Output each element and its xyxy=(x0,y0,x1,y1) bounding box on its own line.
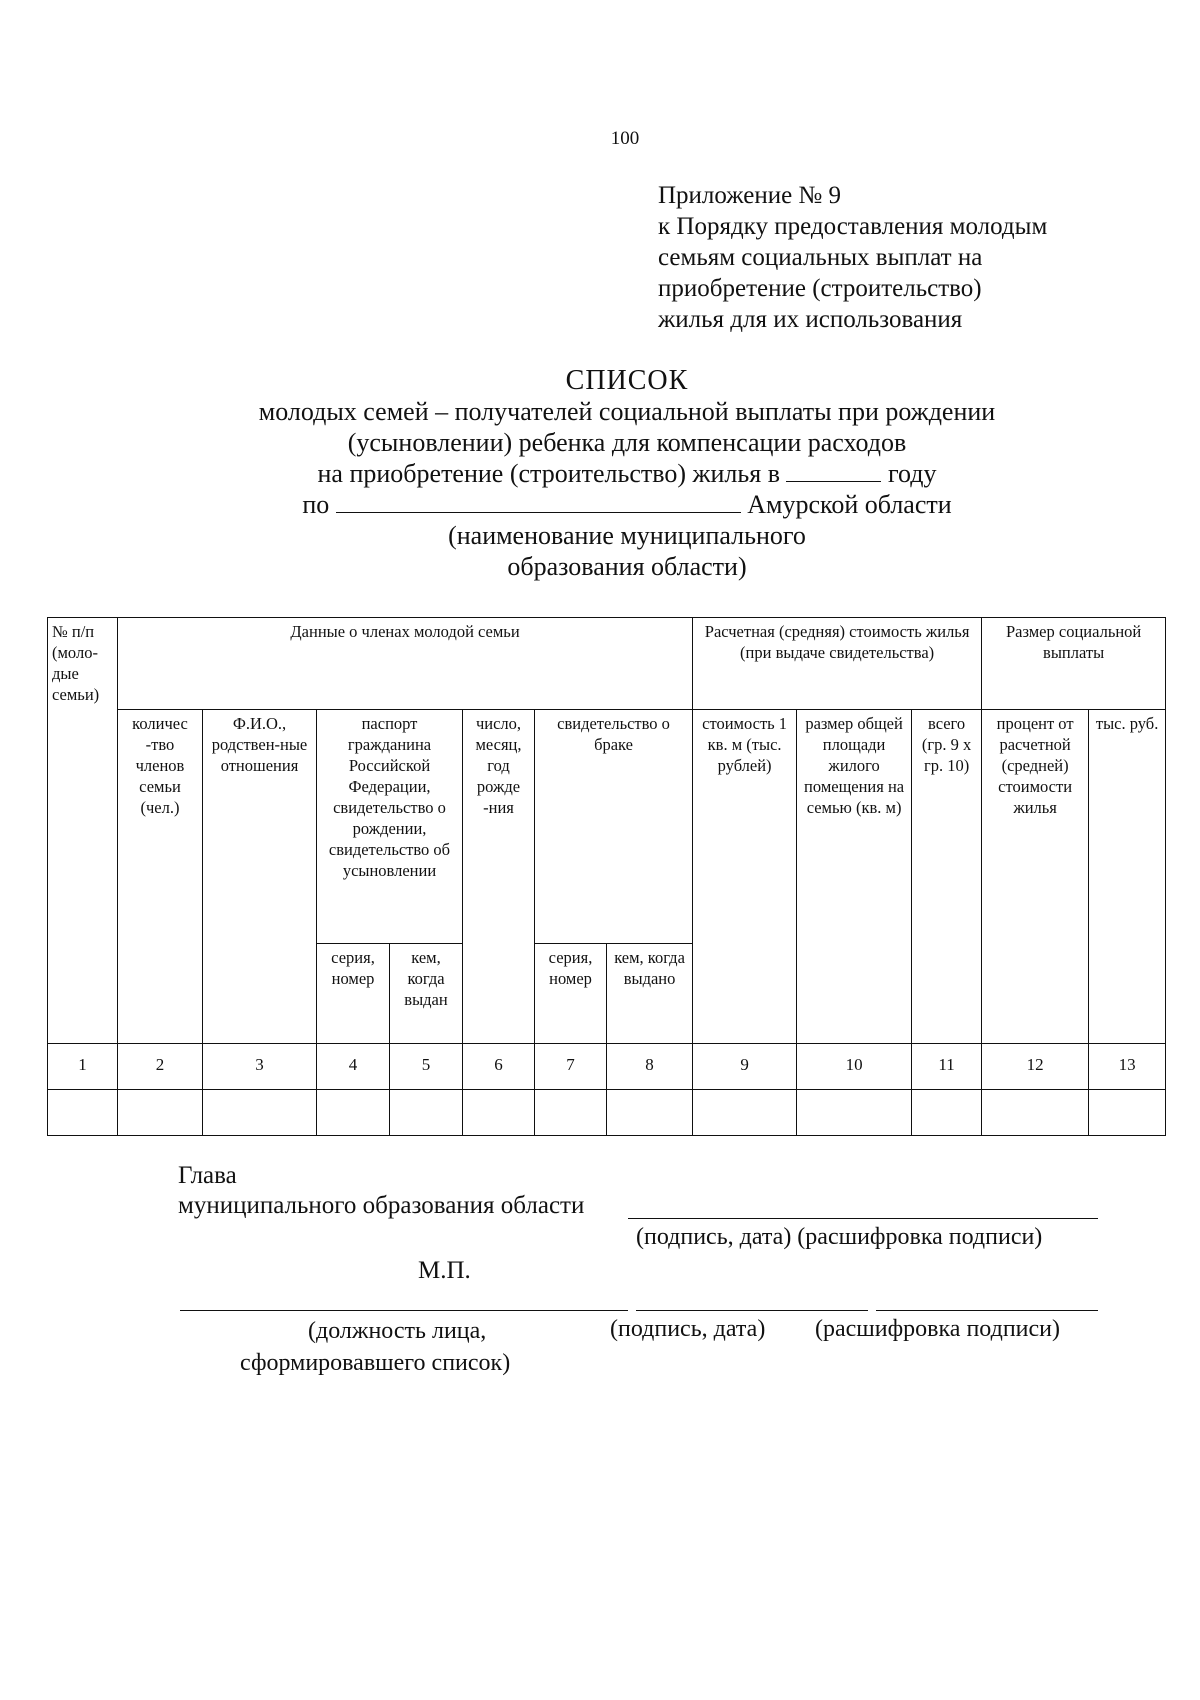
title-line: молодых семей – получателей социальной выплаты при рождении xyxy=(258,397,996,426)
head-title-line2: муниципального образования области xyxy=(178,1192,585,1219)
title-year-line xyxy=(0,458,1200,489)
data-cell[interactable] xyxy=(607,1090,693,1136)
column-number: 3 xyxy=(203,1044,317,1090)
municipality-blank-field[interactable] xyxy=(336,492,741,513)
data-cell[interactable] xyxy=(1089,1090,1166,1136)
column-number: 4 xyxy=(317,1044,390,1090)
title-main: СПИСОК xyxy=(565,365,689,396)
header-payment: Размер социальной выплаты xyxy=(982,618,1166,710)
appendix-note xyxy=(658,180,1047,335)
header-family-data: Данные о членах молодой семьи xyxy=(118,618,693,710)
sub-passport-issued: кем, когда выдан xyxy=(390,944,463,1044)
data-cell[interactable] xyxy=(118,1090,203,1136)
data-cell[interactable] xyxy=(693,1090,797,1136)
column-number: 10 xyxy=(797,1044,912,1090)
column-number: 8 xyxy=(607,1044,693,1090)
column-number: 6 xyxy=(463,1044,535,1090)
title-line4-end: Амурской области xyxy=(747,490,952,519)
column-number: 9 xyxy=(693,1044,797,1090)
title-municipality-line xyxy=(0,489,1200,520)
table-row xyxy=(48,1090,1166,1136)
column-number: 12 xyxy=(982,1044,1089,1090)
sub-marriage-issued: кем, когда выдано xyxy=(607,944,693,1044)
data-cell[interactable] xyxy=(463,1090,535,1136)
col-members-count: количес -тво членов семьи (чел.) xyxy=(118,710,203,1044)
data-cell[interactable] xyxy=(203,1090,317,1136)
appendix-line: семьям социальных выплат на xyxy=(658,244,983,271)
data-cell[interactable] xyxy=(797,1090,912,1136)
header-cost: Расчетная (средняя) стоимость жилья (при выдаче свидетельства) xyxy=(693,618,982,710)
column-number: 11 xyxy=(912,1044,982,1090)
data-cell[interactable] xyxy=(982,1090,1089,1136)
col-percent: процент от расчетной (средней) стоимости жилья xyxy=(982,710,1089,1044)
col-cost-per-sqm: стоимость 1 кв. м (тыс. рублей) xyxy=(693,710,797,1044)
column-number: 13 xyxy=(1089,1044,1166,1090)
page-number: 100 xyxy=(610,128,640,149)
header-no: № п/п (моло-дые семьи) xyxy=(48,618,118,1044)
col-birth-date: число, месяц, год рожде -ния xyxy=(463,710,535,1044)
data-cell[interactable] xyxy=(535,1090,607,1136)
signature-line[interactable] xyxy=(636,1310,868,1311)
data-cell[interactable] xyxy=(48,1090,118,1136)
caption-position-2: сформировавшего список) xyxy=(240,1350,511,1376)
data-cell[interactable] xyxy=(390,1090,463,1136)
document-title xyxy=(0,365,1200,582)
appendix-line: к Порядку предоставления молодым xyxy=(658,213,1048,240)
appendix-line: Приложение № 9 xyxy=(658,182,842,209)
families-table xyxy=(47,617,1166,1136)
data-cell[interactable] xyxy=(912,1090,982,1136)
head-signature-caption: (подпись, дата) (расшифровка подписи) xyxy=(636,1224,1043,1250)
data-cell[interactable] xyxy=(317,1090,390,1136)
col-total: всего (гр. 9 х гр. 10) xyxy=(912,710,982,1044)
title-line3-start: на приобретение (строительство) жилья в xyxy=(317,459,780,488)
col-area: размер общей площади жилого помещения на семью (кв. м) xyxy=(797,710,912,1044)
column-number: 5 xyxy=(390,1044,463,1090)
title-line: (наименование муниципального xyxy=(448,521,806,550)
sub-passport-series: серия, номер xyxy=(317,944,390,1044)
caption-decode: (расшифровка подписи) xyxy=(815,1316,1060,1342)
appendix-line: жилья для их использования xyxy=(658,306,963,333)
year-blank-field[interactable] xyxy=(786,461,881,482)
title-line4-start: по xyxy=(302,490,330,519)
position-line[interactable] xyxy=(180,1310,628,1311)
col-marriage-certificate: свидетельство о браке xyxy=(535,710,693,944)
column-number: 1 xyxy=(48,1044,118,1090)
column-number: 2 xyxy=(118,1044,203,1090)
decode-line[interactable] xyxy=(876,1310,1098,1311)
head-signature-line[interactable] xyxy=(628,1218,1098,1219)
caption-signature: (подпись, дата) xyxy=(610,1316,766,1342)
col-passport: паспорт гражданина Российской Федерации, свидетельство о рождении, свидетельство об усыновлении xyxy=(317,710,463,944)
col-thousand-rub: тыс. руб. xyxy=(1089,710,1166,1044)
caption-position-1: (должность лица, xyxy=(308,1318,487,1344)
head-title-line1: Глава xyxy=(178,1162,237,1189)
col-fio: Ф.И.О., родствен-ные отношения xyxy=(203,710,317,1044)
sub-marriage-series: серия, номер xyxy=(535,944,607,1044)
title-line: (усыновлении) ребенка для компенсации расходов xyxy=(347,428,907,457)
stamp-place: М.П. xyxy=(418,1257,471,1284)
title-line: образования области) xyxy=(507,552,747,581)
title-line3-end: году xyxy=(887,459,937,488)
column-number: 7 xyxy=(535,1044,607,1090)
appendix-line: приобретение (строительство) xyxy=(658,275,982,302)
